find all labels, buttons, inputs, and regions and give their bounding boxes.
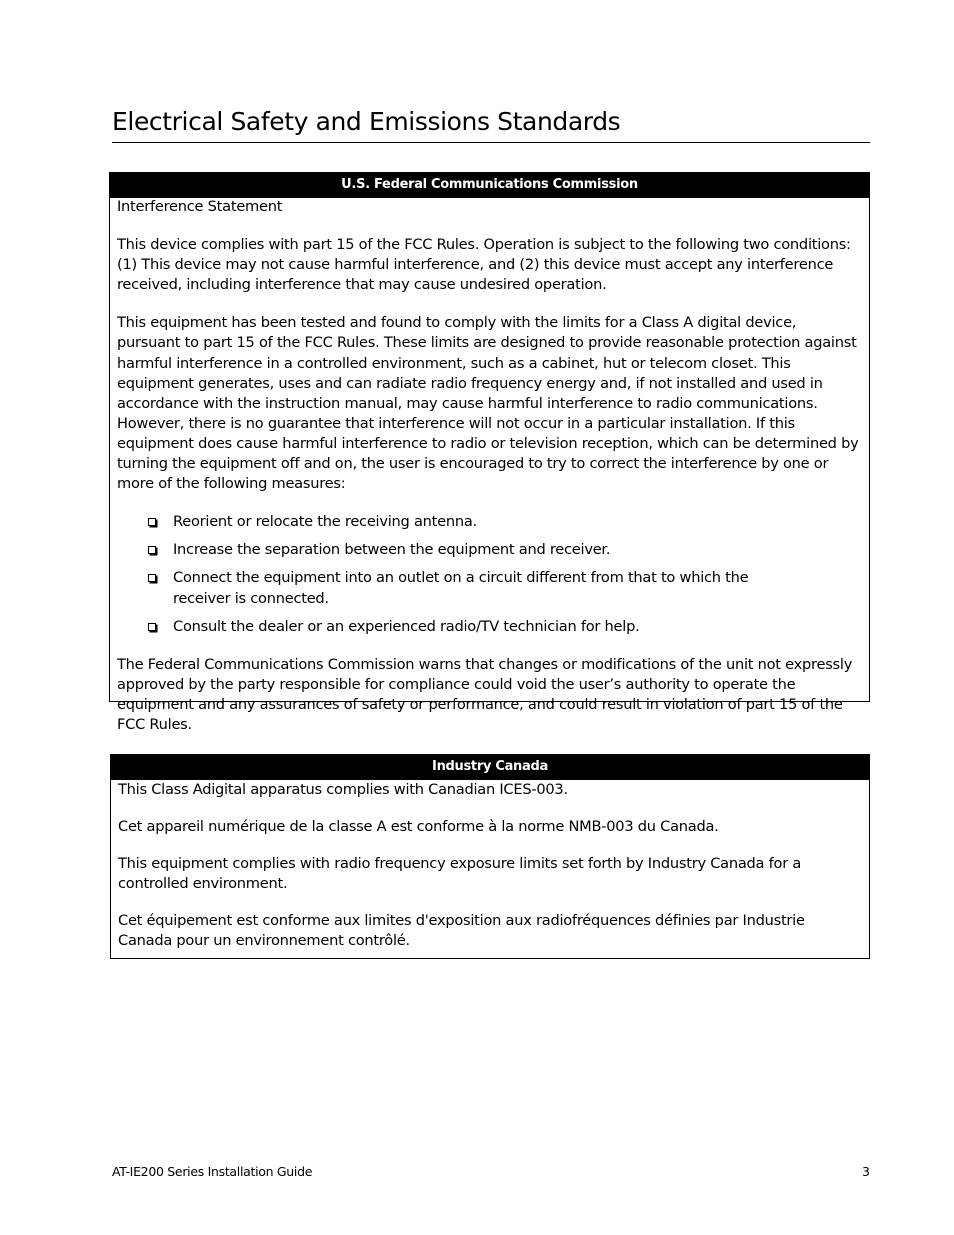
fcc-subtitle: Interference Statement bbox=[117, 198, 283, 215]
fcc-statement-box bbox=[109, 172, 870, 733]
ic-paragraph-1: This Class Adigital apparatus complies with Canadian ICES-003. bbox=[118, 781, 568, 798]
fcc-box-body bbox=[110, 197, 869, 735]
ic-box-body bbox=[111, 780, 869, 952]
measure-text: Reorient or relocate the receiving antenna. bbox=[173, 513, 477, 531]
fcc-paragraph-2: This equipment has been tested and found to comply with the limits for a Class A digital device, pursuant to part 15 of the FCC Rules. These limits are designed to provide reasonable protection against harmful interference in a controlled environment, such as a cabinet, hut or telecom closet. This equipment generates, uses and can radiate radio frequency energy and, if not installed and used in accordance with the instruction manual, may cause harmful interference to radio communications. However, there is no guarantee that interference will not occur in a particular installation. If this equipment does cause harmful interference to radio or television reception, which can be determined by turning the equipment off and on, the user is encouraged to try to correct the interference by one or more of the following measures: bbox=[117, 314, 859, 493]
ic-paragraph-3: This equipment complies with radio frequency exposure limits set forth by Industry Canada for a controlled environment. bbox=[118, 855, 802, 893]
ic-paragraph-4: Cet équipement est conforme aux limites d'exposition aux radiofréquences définies par Industrie Canada pour un environnement contrôlé. bbox=[118, 912, 805, 950]
industry-canada-box bbox=[110, 754, 870, 959]
fcc-paragraph-3: The Federal Communications Commission warns that changes or modifications of the unit not expressly approved by the party responsible for compliance could void the user’s authority to operate the equipment and any assurances of safety or performance, and could result in violation of part 15 of the FCC Rules. bbox=[117, 655, 853, 733]
fcc-box-header: U.S. Federal Communications Commission bbox=[110, 173, 869, 198]
checkbox-bullet-icon bbox=[148, 574, 156, 582]
page-title: Electrical Safety and Emissions Standards bbox=[112, 106, 870, 143]
checkbox-bullet-icon bbox=[148, 518, 156, 526]
measure-text: Consult the dealer or an experienced radio/TV technician for help. bbox=[173, 617, 640, 635]
fcc-measures-list bbox=[117, 512, 862, 636]
list-item bbox=[117, 512, 862, 532]
list-item bbox=[117, 617, 862, 637]
checkbox-bullet-icon bbox=[148, 623, 156, 631]
measure-text: Increase the separation between the equipment and receiver. bbox=[173, 541, 611, 559]
measure-text: Connect the equipment into an outlet on a circuit different from that to which the receiver is connected. bbox=[173, 569, 749, 607]
footer-guide-name: AT-IE200 Series Installation Guide bbox=[112, 1164, 313, 1179]
list-item bbox=[117, 568, 862, 608]
ic-box-header: Industry Canada bbox=[111, 755, 869, 780]
ic-paragraph-2: Cet appareil numérique de la classe A est conforme à la norme NMB-003 du Canada. bbox=[118, 818, 719, 836]
fcc-paragraph-1: This device complies with part 15 of the FCC Rules. Operation is subject to the following two conditions: (1) This device may not cause harmful interference, and (2) this device must accept any interference received, including interference that may cause undesired operation. bbox=[117, 236, 851, 294]
list-item bbox=[117, 540, 862, 560]
checkbox-bullet-icon bbox=[148, 546, 156, 554]
footer-page-number: 3 bbox=[862, 1164, 870, 1179]
